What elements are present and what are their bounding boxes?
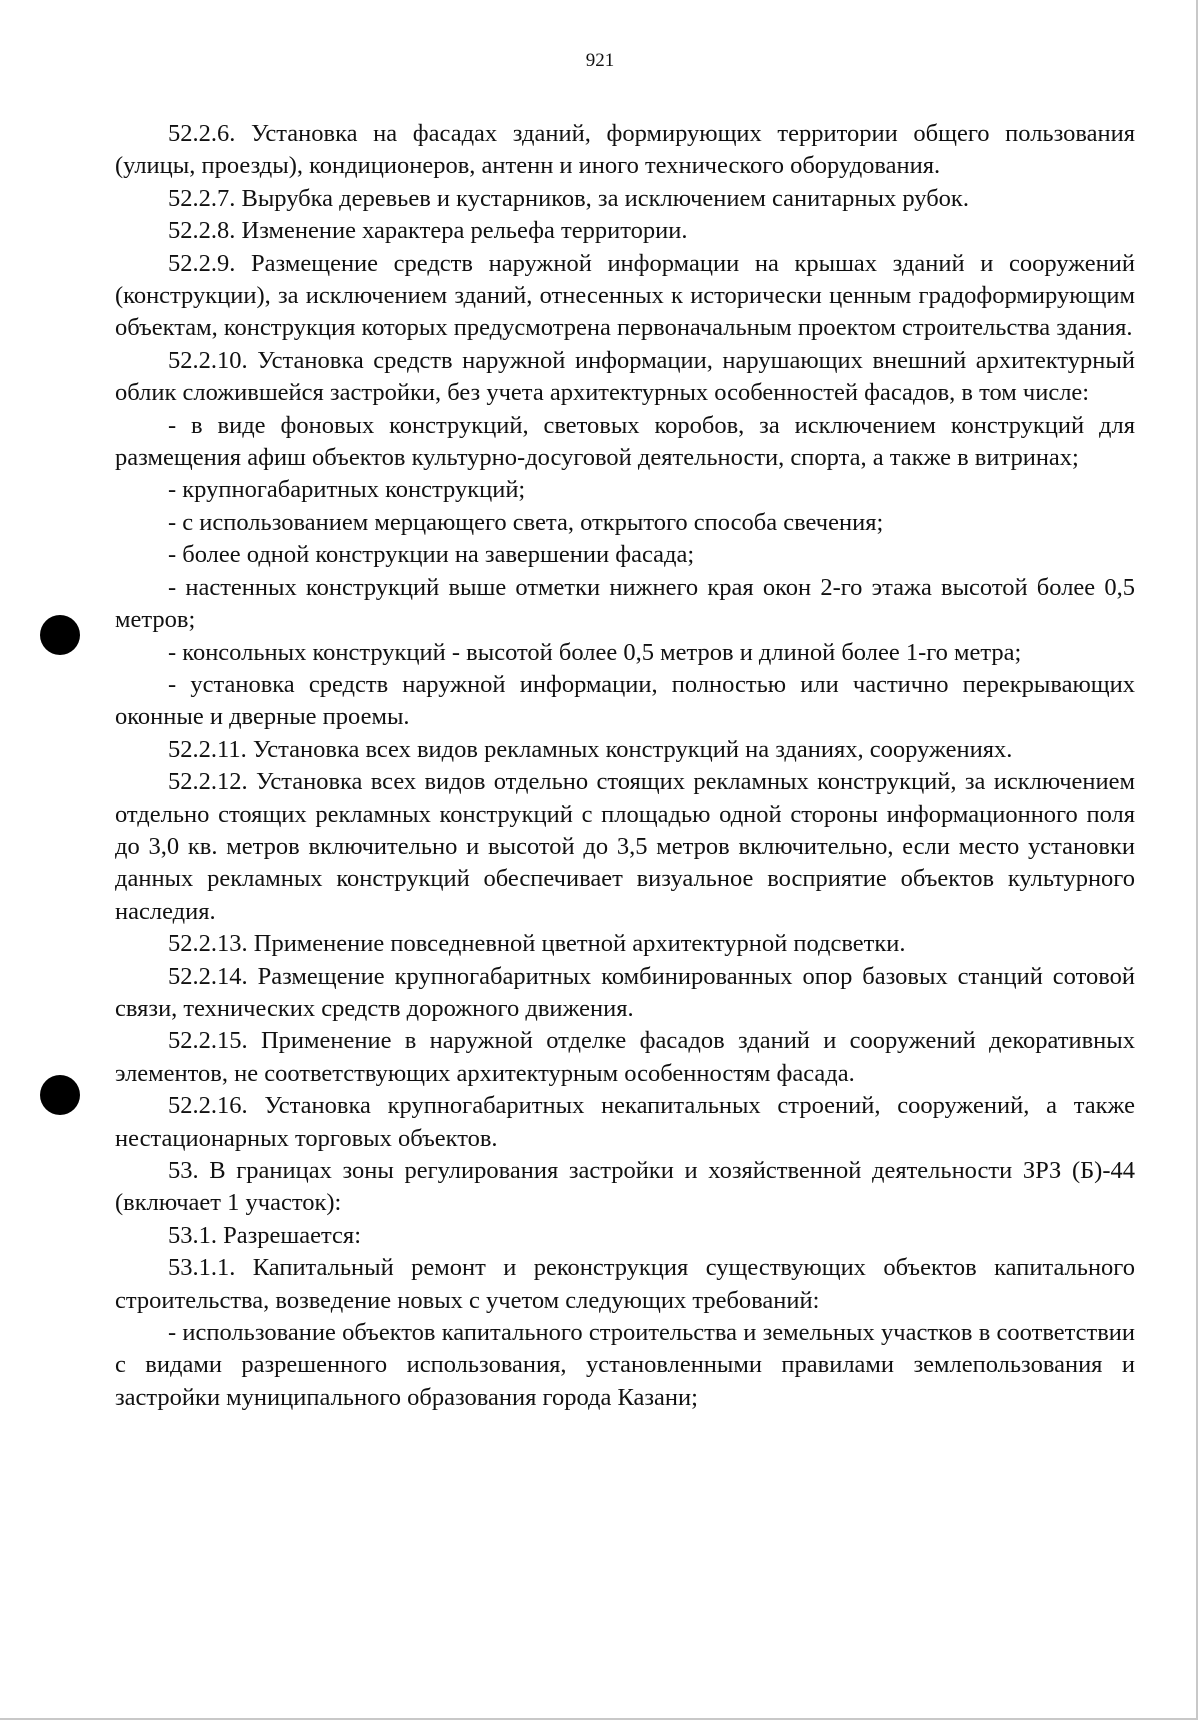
list-item-window-overlap: - установка средств наружной информации, полностью или частично перекрывающих оконные и дверные проемы.	[115, 670, 1135, 731]
paragraph-52-2-6: 52.2.6. Установка на фасадах зданий, формирующих территории общего пользования (улицы, проезды), кондиционеров, антенн и иного технического оборудования.	[115, 120, 1135, 180]
list-item-flicker-light: - с использованием мерцающего света, открытого способа свечения;	[168, 508, 884, 536]
list-item-one-construction: - более одной конструкции на завершении фасада;	[168, 541, 695, 569]
list-item-wall-constructions: - настенных конструкций выше отметки нижнего края окон 2-го этажа высотой более 0,5 метров;	[115, 573, 1135, 634]
paragraph-53: 53. В границах зоны регулирования застройки и хозяйственной деятельности ЗРЗ (Б)-44 (включает 1 участок):	[115, 1157, 1135, 1217]
paragraph-52-2-12: 52.2.12. Установка всех видов отдельно стоящих рекламных конструкций, за исключением отдельно стоящих рекламных конструкций с площадью одной стороны информационного поля до 3,0 кв. метров включительно и высотой до 3,5 метров включительно, если место установки данных рекламных конструкций обеспечивает визуальное восприятие объектов культурного наследия.	[115, 768, 1135, 925]
paragraph-52-2-8: 52.2.8. Изменение характера рельефа территории.	[168, 217, 688, 245]
document-body	[115, 118, 1135, 1414]
paragraph-52-2-13: 52.2.13. Применение повседневной цветной архитектурной подсветки.	[168, 930, 906, 958]
list-item-land-use: - использование объектов капитального строительства и земельных участков в соответствии с видами разрешенного использования, установленными правилами землепользования и застройки муниципального образования города Казани;	[115, 1319, 1135, 1411]
paragraph-52-2-7: 52.2.7. Вырубка деревьев и кустарников, за исключением санитарных рубок.	[168, 184, 969, 212]
paragraph-53-1-1: 53.1.1. Капитальный ремонт и реконструкция существующих объектов капитального строительства, возведение новых с учетом следующих требований:	[115, 1254, 1135, 1314]
paragraph-53-1: 53.1. Разрешается:	[168, 1221, 361, 1249]
paragraph-52-2-9: 52.2.9. Размещение средств наружной информации на крышах зданий и сооружений (конструкции), за исключением зданий, отнесенных к исторически ценным градоформирующим объектам, конструкция которых предусмотрена первоначальным проектом строительства здания.	[115, 249, 1135, 342]
paragraph-52-2-14: 52.2.14. Размещение крупногабаритных комбинированных опор базовых станций сотовой связи, технических средств дорожного движения.	[115, 962, 1135, 1022]
list-item-console-constructions: - консольных конструкций - высотой более 0,5 метров и длиной более 1-го метра;	[168, 638, 1022, 666]
paragraph-52-2-15: 52.2.15. Применение в наружной отделке фасадов зданий и сооружений декоративных элементов, не соответствующих архитектурным особенностям фасада.	[115, 1027, 1135, 1087]
paragraph-52-2-11: 52.2.11. Установка всех видов рекламных конструкций на зданиях, сооружениях.	[168, 735, 1013, 763]
punch-hole	[40, 615, 80, 655]
punch-hole	[40, 1075, 80, 1115]
paragraph-52-2-10: 52.2.10. Установка средств наружной информации, нарушающих внешний архитектурный облик сложившейся застройки, без учета архитектурных особенностей фасадов, в том числе:	[115, 346, 1135, 407]
page-number: 921	[585, 50, 615, 71]
list-item-background-constructions: - в виде фоновых конструкций, световых коробов, за исключением конструкций для размещения афиш объектов культурно-досуговой деятельности, спорта, а также в витринах;	[115, 411, 1135, 472]
list-item-large-constructions: - крупногабаритных конструкций;	[168, 476, 526, 504]
paragraph-52-2-16: 52.2.16. Установка крупногабаритных некапитальных строений, сооружений, а также нестационарных торговых объектов.	[115, 1092, 1135, 1152]
